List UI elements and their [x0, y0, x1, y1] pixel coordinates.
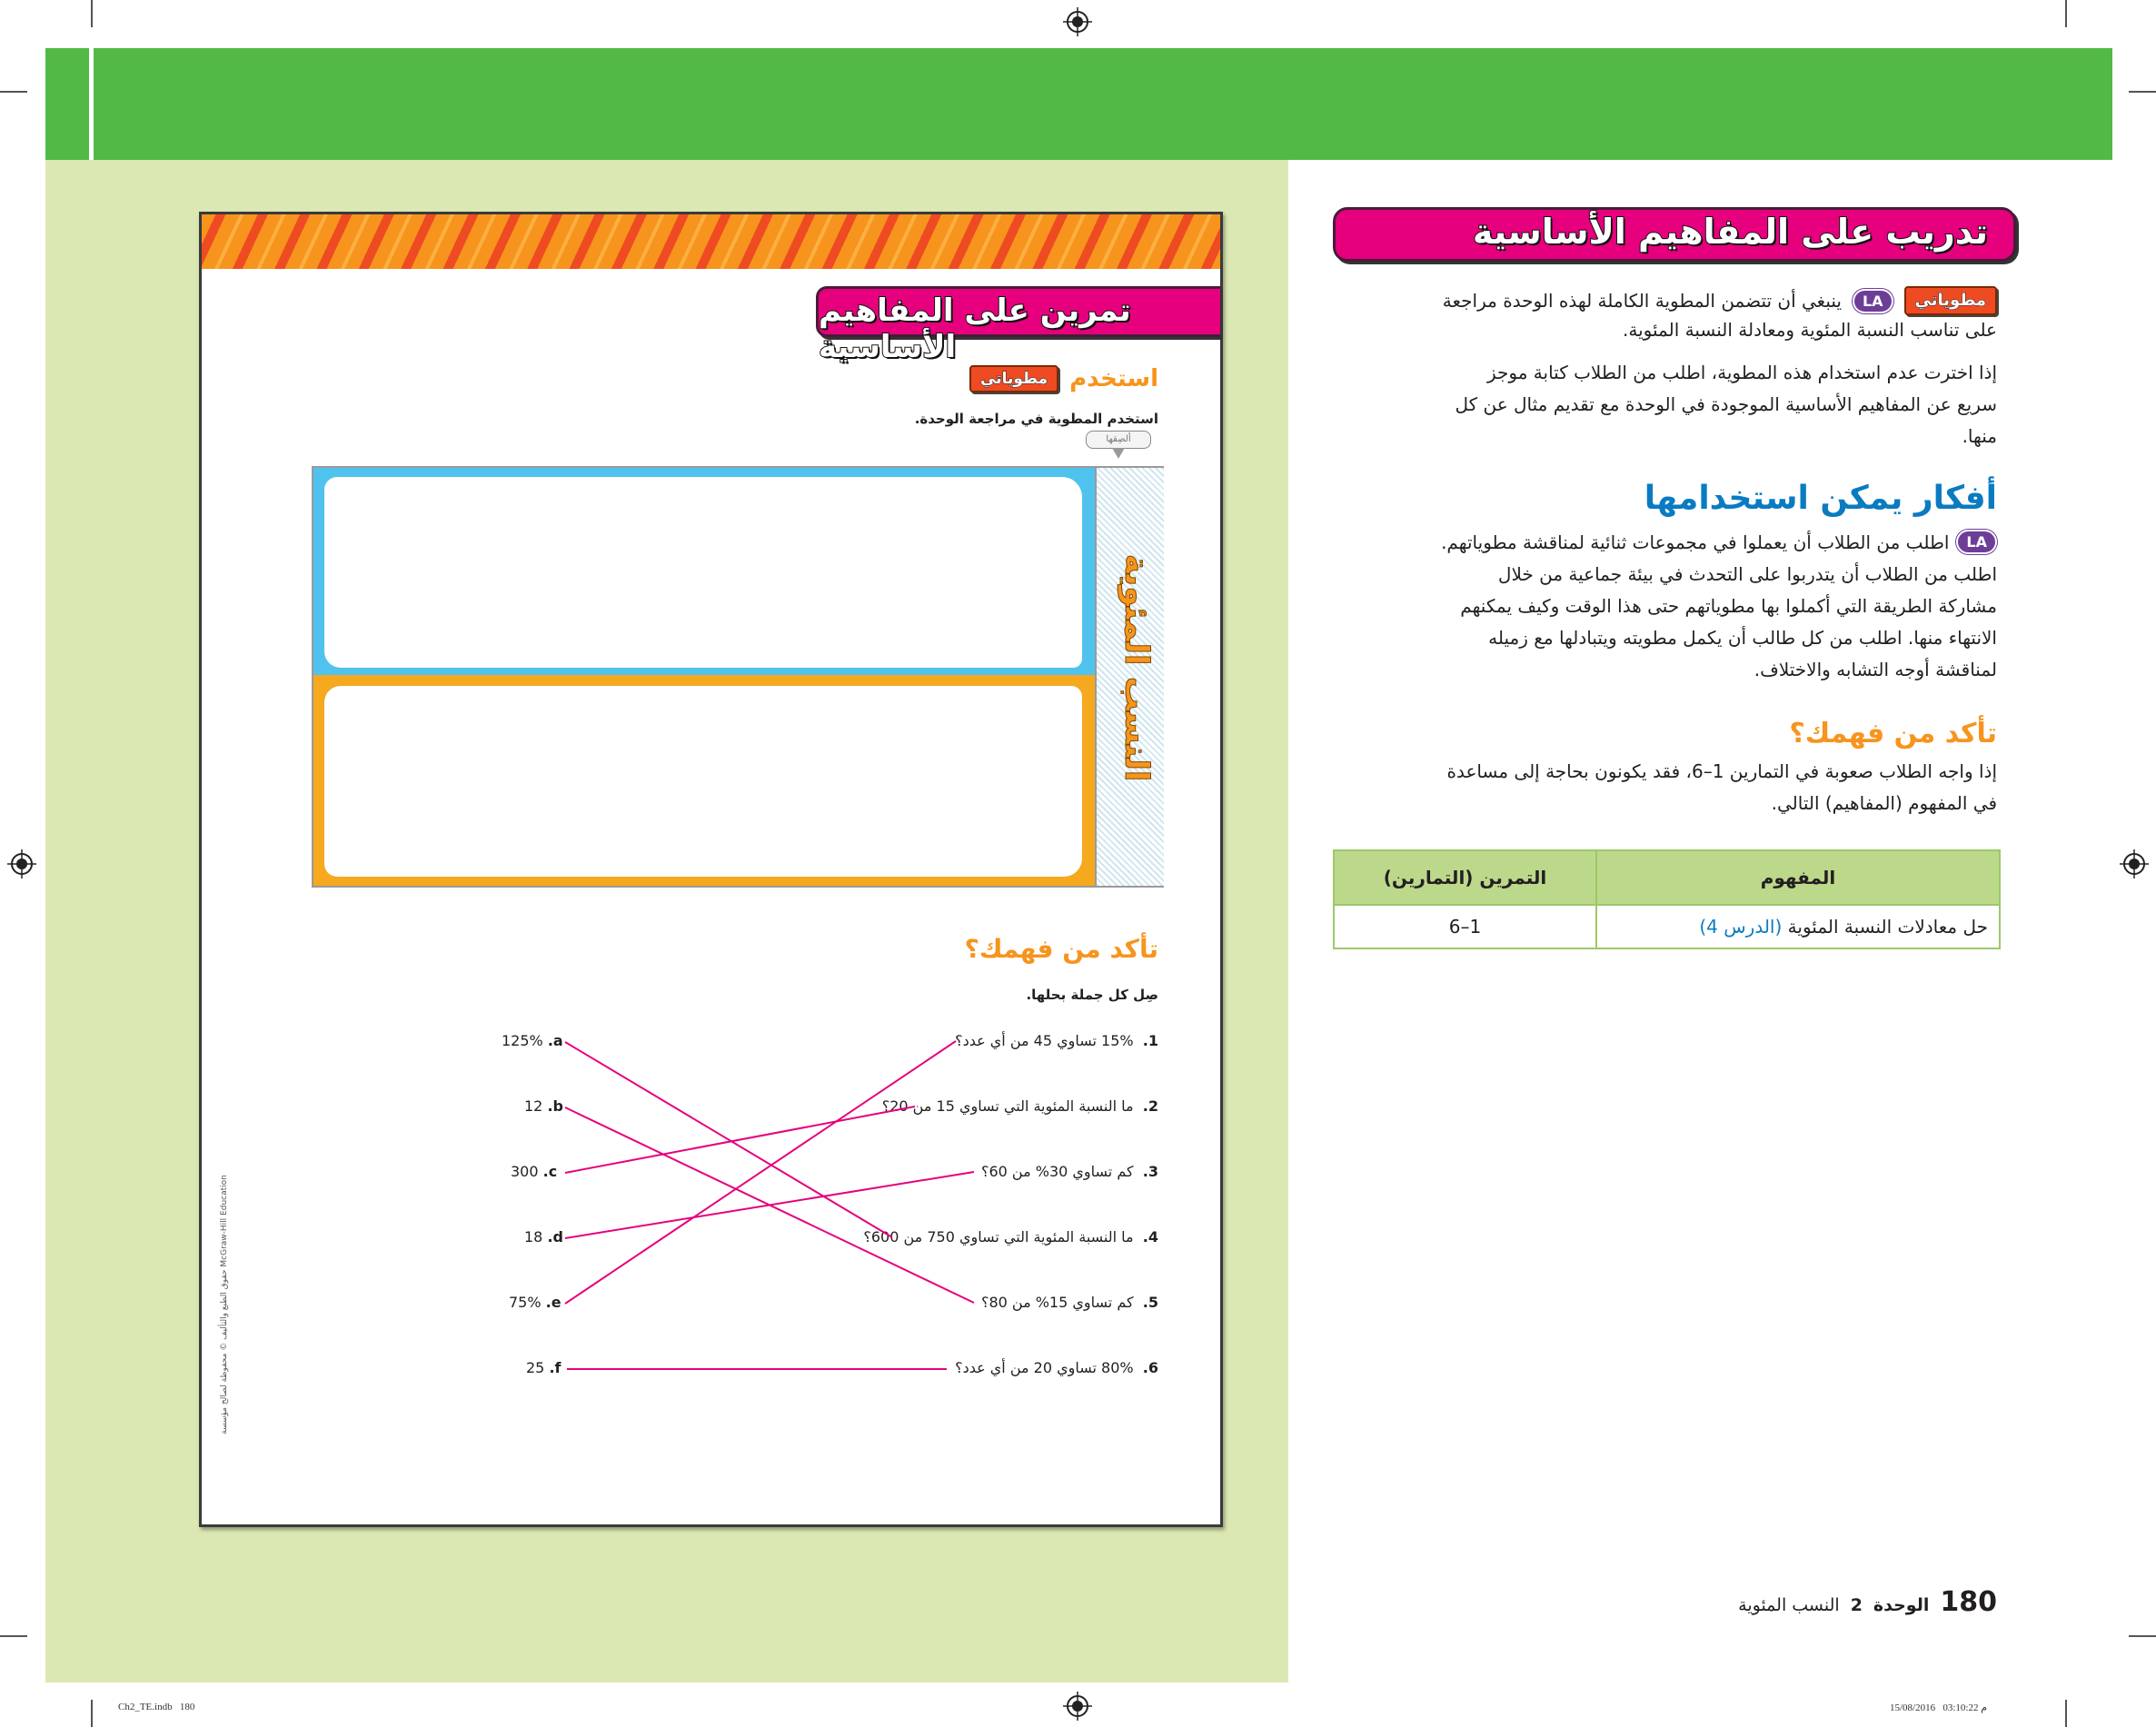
- answer-value: 18: [524, 1228, 543, 1246]
- concept-text: حل معادلات النسبة المئوية: [1787, 916, 1988, 938]
- table-cell-exercises: 1–6: [1334, 905, 1596, 948]
- page-footer: [1738, 1586, 1997, 1618]
- foldable-badge: مطوياتي: [1904, 286, 1997, 315]
- la-badge-icon: LA: [1956, 530, 1997, 554]
- ideas-text: اطلب من الطلاب أن يعملوا في مجموعات ثنائية لمناقشة مطوياتهم.: [1441, 531, 1950, 553]
- question-number: 2.: [1142, 1097, 1158, 1115]
- question-text: ما النسبة المئوية التي تساوي 15 من 20؟: [881, 1097, 1134, 1115]
- use-label: استخدم: [1069, 365, 1158, 392]
- question-number: 6.: [1142, 1359, 1158, 1376]
- answer-value: 12: [524, 1097, 543, 1115]
- ideas-line1: [1441, 530, 1997, 554]
- table-header-concept: المفهوم: [1596, 850, 2000, 905]
- header-band-divider: [89, 48, 94, 160]
- unit-number: 2: [1850, 1595, 1863, 1615]
- match-line-2-c: [565, 1107, 915, 1173]
- foldable-alt-line3: منها.: [1962, 425, 1997, 447]
- question-text: ما النسبة المئوية التي تساوي 750 من 600؟: [863, 1228, 1134, 1246]
- answer-value: 75%: [509, 1294, 541, 1311]
- question-number: 4.: [1142, 1228, 1158, 1246]
- student-page: [199, 212, 1223, 1527]
- question-number: 1.: [1142, 1032, 1158, 1049]
- glue-tab-label: ألصِقها: [1106, 434, 1131, 444]
- answer-value: 125%: [502, 1032, 543, 1049]
- answer-value: 300: [511, 1163, 539, 1180]
- answer-value: 25: [526, 1359, 545, 1376]
- la-badge-icon: LA: [1853, 289, 1893, 313]
- slug-right: 15/08/2016 03:10:22 م: [1890, 1702, 1988, 1713]
- unit-title: النسب المئوية: [1738, 1595, 1840, 1615]
- check-line1: إذا واجه الطلاب صعوبة في التمارين 1–6، فقد يكونون بحاجة إلى مساعدة: [1446, 760, 1997, 782]
- foldable-note-line1: [1443, 286, 1997, 315]
- registration-mark-icon: [2120, 849, 2149, 878]
- foldable-instruction: استخدم المطوية في مراجعة الوحدة.: [914, 411, 1158, 427]
- answer-letter: .a: [547, 1032, 563, 1049]
- concept-table: [1333, 849, 2001, 949]
- crop-mark: [2129, 1635, 2156, 1637]
- table-header-exercises: التمرين (التمارين): [1334, 850, 1596, 905]
- question-text: 80% تساوي 20 من أي عدد؟: [955, 1359, 1134, 1376]
- question-text: كم تساوي 15% من 80؟: [980, 1294, 1134, 1311]
- header-band: [45, 48, 2112, 160]
- crop-mark: [0, 91, 27, 93]
- question-number: 5.: [1142, 1294, 1158, 1311]
- foldable-alt-line1: إذا اخترت عدم استخدام هذه المطوية، اطلب من الطلاب كتابة موجز: [1486, 362, 1997, 383]
- table-row: [1334, 905, 2000, 948]
- question-number: 3.: [1142, 1163, 1158, 1180]
- table-cell-concept: [1596, 905, 2000, 948]
- crop-mark: [91, 1700, 93, 1727]
- crop-mark: [91, 0, 93, 27]
- registration-mark-icon: [1063, 7, 1092, 36]
- answer-letter: .b: [547, 1097, 563, 1115]
- crop-mark: [2129, 91, 2156, 93]
- match-line-4-a: [565, 1042, 892, 1237]
- teacher-section-banner: [1333, 207, 2016, 262]
- answer-letter: .f: [549, 1359, 561, 1376]
- foldable-badge: مطوياتي: [969, 365, 1058, 392]
- answer-letter: .c: [542, 1163, 558, 1180]
- copyright-note: حقوق الطبع والتأليف © محفوظة لصالح مؤسسة McGraw-Hill Education: [220, 1175, 229, 1434]
- page-number: 180: [1940, 1586, 1997, 1618]
- foldable-note-line2: على تناسب النسبة المئوية ومعادلة النسبة المئوية.: [1623, 319, 1997, 341]
- answer-letter: .d: [547, 1228, 563, 1246]
- crop-mark: [2065, 0, 2067, 27]
- crop-mark: [0, 1635, 27, 1637]
- match-line-5-b: [565, 1107, 974, 1303]
- question-text: كم تساوي 30% من 60؟: [980, 1163, 1134, 1180]
- student-check-title: تأكد من فهمك؟: [964, 934, 1158, 964]
- match-line-1-e: [565, 1041, 956, 1304]
- foldable-side-title: النسب المئوية: [1118, 553, 1155, 782]
- registration-mark-icon: [7, 849, 36, 878]
- lesson-ref: (الدرس 4): [1699, 916, 1783, 938]
- teacher-check-title: تأكد من فهمك؟: [1789, 718, 1997, 749]
- ideas-line5: لمناقشة أوجه التشابه والاختلاف.: [1754, 659, 1997, 680]
- ideas-line2: اطلب من الطلاب أن يتدربوا على التحدث في بيئة جماعية من خلال: [1497, 563, 1997, 585]
- crop-mark: [2065, 1700, 2067, 1727]
- ideas-line4: الانتهاء منها. اطلب من كل طالب أن يكمل مطويته ويتبادلها مع زميله: [1488, 627, 1997, 649]
- question-text: 15% تساوي 45 من أي عدد؟: [955, 1032, 1134, 1049]
- match-instruction: صِل كل جملة بحلها.: [1026, 987, 1158, 1003]
- answer-letter: .e: [545, 1294, 561, 1311]
- student-banner-title: تمرين على المفاهيم الأساسية: [819, 293, 1131, 365]
- check-line2: في المفهوم (المفاهيم) التالي.: [1771, 792, 1997, 814]
- foldable-note-text: ينبغي أن تتضمن المطوية الكاملة لهذه الوحدة مراجعة: [1442, 290, 1842, 312]
- table-header-row: [1334, 850, 2000, 905]
- teacher-section-title: تدريب على المفاهيم الأساسية: [1472, 212, 1988, 252]
- slug-left: Ch2_TE.indb 180: [118, 1702, 195, 1712]
- ideas-title: أفكار يمكن استخدامها: [1644, 480, 1997, 517]
- unit-label: الوحدة: [1873, 1595, 1930, 1615]
- registration-mark-icon: [1063, 1692, 1092, 1721]
- foldable-alt-line2: سريع عن المفاهيم الأساسية الموجودة في الوحدة مع تقديم مثال عن كل: [1455, 393, 1997, 415]
- matching-lines: [202, 214, 1220, 1524]
- ideas-line3: مشاركة الطريقة التي أكملوا بها مطوياتهم حتى هذا الوقت وكيف يمكنهم: [1460, 595, 1997, 617]
